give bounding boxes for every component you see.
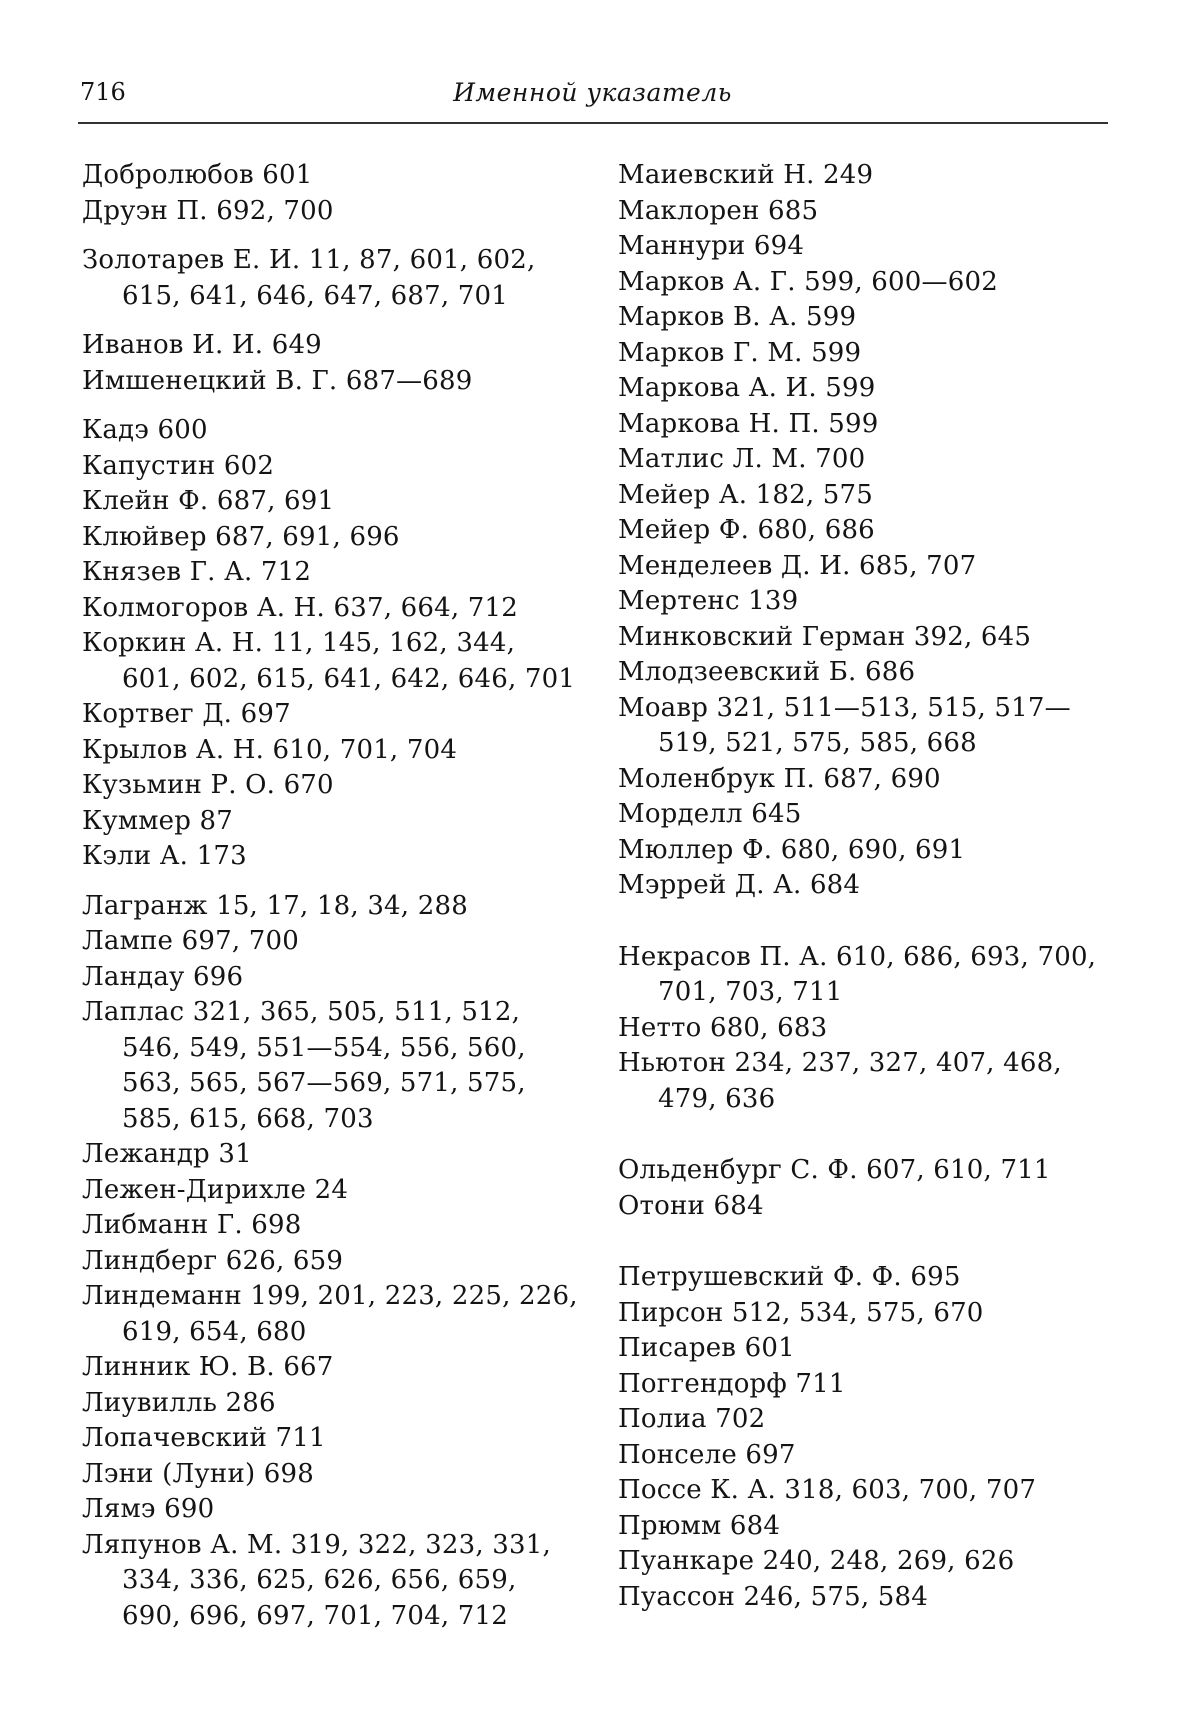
index-entry: Клейн Ф. 687, 691 — [82, 486, 335, 516]
index-entry: Поггендорф 711 — [618, 1368, 846, 1399]
index-entry: Колмогоров А. Н. 637, 664, 712 — [82, 592, 519, 623]
index-entry: Маклорен 685 — [618, 195, 819, 226]
index-entry: Лямэ 690 — [82, 1494, 215, 1524]
index-entry: Лежен-Дирихле 24 — [82, 1174, 349, 1205]
index-column-right — [618, 158, 1118, 1615]
index-entry: Менделеев Д. И. 685, 707 — [618, 550, 977, 581]
section-gap — [618, 904, 1118, 940]
index-entry: Понселе 697 — [618, 1439, 796, 1470]
index-entry: Мейер А. 182, 575 — [618, 479, 874, 510]
index-entry: Лампе 697, 700 — [82, 926, 299, 956]
index-entry: Коркин А. Н. 11, 145, 162, 344, 601, 602, 615, 641, 642, 646, 701 — [82, 628, 576, 694]
index-entry: Линдберг 626, 659 — [82, 1245, 344, 1276]
page-number: 716 — [80, 78, 126, 106]
index-entry: Марков Г. М. 599 — [618, 337, 862, 368]
section-gap — [82, 875, 582, 889]
index-entry: Мюллер Ф. 680, 690, 691 — [618, 834, 966, 865]
index-entry: Минковский Герман 392, 645 — [618, 621, 1032, 652]
index-entry: Маиевский Н. 249 — [618, 160, 874, 190]
index-column-left — [82, 158, 582, 1634]
index-entry: Либманн Г. 698 — [82, 1210, 302, 1240]
page-header — [80, 78, 1105, 118]
index-entry: Капустин 602 — [82, 450, 275, 481]
index-entry: Пуассон 246, 575, 584 — [618, 1581, 928, 1612]
index-entry: Ландау 696 — [82, 961, 244, 992]
section-gap — [618, 1224, 1118, 1260]
index-entry: Отони 684 — [618, 1190, 764, 1221]
index-entry: Кадэ 600 — [82, 415, 208, 445]
index-entry: Ньютон 234, 237, 327, 407, 468, 479, 636 — [618, 1048, 1062, 1114]
index-entry: Имшенецкий В. Г. 687—689 — [82, 365, 473, 396]
index-entry: Маркова Н. П. 599 — [618, 408, 879, 439]
index-entry: Мейер Ф. 680, 686 — [618, 515, 875, 545]
index-entry: Морделл 645 — [618, 799, 802, 829]
index-entry: Матлис Л. М. 700 — [618, 444, 866, 474]
index-entry: Золотарев Е. И. 11, 87, 601, 602, 615, 641, 646, 647, 687, 701 — [82, 245, 536, 311]
index-entry: Лопачевский 711 — [82, 1423, 326, 1453]
index-entry: Кузьмин Р. О. 670 — [82, 770, 334, 800]
index-entry: Линник Ю. В. 667 — [82, 1352, 334, 1382]
index-entry: Иванов И. И. 649 — [82, 330, 322, 360]
section-gap — [82, 229, 582, 243]
index-entry: Писарев 601 — [618, 1333, 795, 1363]
index-entry: Марков В. А. 599 — [618, 302, 857, 332]
index-entry: Ольденбург С. Ф. 607, 610, 711 — [618, 1155, 1051, 1185]
section-gap — [618, 1117, 1118, 1153]
index-entry: Лагранж 15, 17, 18, 34, 288 — [82, 890, 468, 921]
index-entry: Кэли А. 173 — [82, 841, 247, 871]
index-entry: Лежандр 31 — [82, 1139, 252, 1169]
index-entry: Маннури 694 — [618, 231, 805, 261]
index-entry: Моавр 321, 511—513, 515, 517—519, 521, 575, 585, 668 — [618, 692, 1071, 758]
index-entry: Крылов А. Н. 610, 701, 704 — [82, 734, 458, 765]
index-entry: Куммер 87 — [82, 805, 234, 836]
index-entry: Пирсон 512, 534, 575, 670 — [618, 1297, 984, 1328]
index-entry: Прюмм 684 — [618, 1510, 781, 1541]
index-entry: Лэни (Луни) 698 — [82, 1458, 315, 1489]
index-entry: Лаплас 321, 365, 505, 511, 512, 546, 549, 551—554, 556, 560, 563, 565, 567—569, 571, 575, 585, 615, 668, 703 — [82, 997, 526, 1134]
index-entry: Мертенс 139 — [618, 586, 799, 616]
index-entry: Маркова А. И. 599 — [618, 373, 876, 403]
index-entry: Мэррей Д. А. 684 — [618, 870, 861, 900]
index-entry: Князев Г. А. 712 — [82, 557, 312, 587]
index-entry: Марков А. Г. 599, 600—602 — [618, 266, 998, 297]
header-rule — [78, 122, 1108, 124]
index-entry: Лиувилль 286 — [82, 1387, 276, 1418]
index-entry: Млодзеевский Б. 686 — [618, 657, 916, 687]
section-gap — [82, 314, 582, 328]
index-entry: Ляпунов А. М. 319, 322, 323, 331, 334, 336, 625, 626, 656, 659, 690, 696, 697, 701, 704, 712 — [82, 1529, 551, 1631]
index-entry: Петрушевский Ф. Ф. 695 — [618, 1262, 961, 1292]
index-entry: Линдеманн 199, 201, 223, 225, 226, 619, 654, 680 — [82, 1281, 578, 1347]
index-entry: Моленбрук П. 687, 690 — [618, 763, 941, 794]
section-gap — [82, 399, 582, 413]
index-entry: Клюйвер 687, 691, 696 — [82, 521, 400, 552]
index-entry: Полиа 702 — [618, 1404, 766, 1434]
index-entry: Друэн П. 692, 700 — [82, 195, 334, 226]
index-entry: Некрасов П. А. 610, 686, 693, 700, 701, 703, 711 — [618, 941, 1097, 1007]
index-entry: Добролюбов 601 — [82, 160, 313, 190]
index-entry: Пуанкаре 240, 248, 269, 626 — [618, 1546, 1015, 1576]
index-entry: Нетто 680, 683 — [618, 1012, 828, 1043]
index-entry: Кортвег Д. 697 — [82, 699, 291, 729]
running-title: Именной указатель — [453, 78, 732, 107]
index-entry: Поссе К. А. 318, 603, 700, 707 — [618, 1475, 1037, 1505]
